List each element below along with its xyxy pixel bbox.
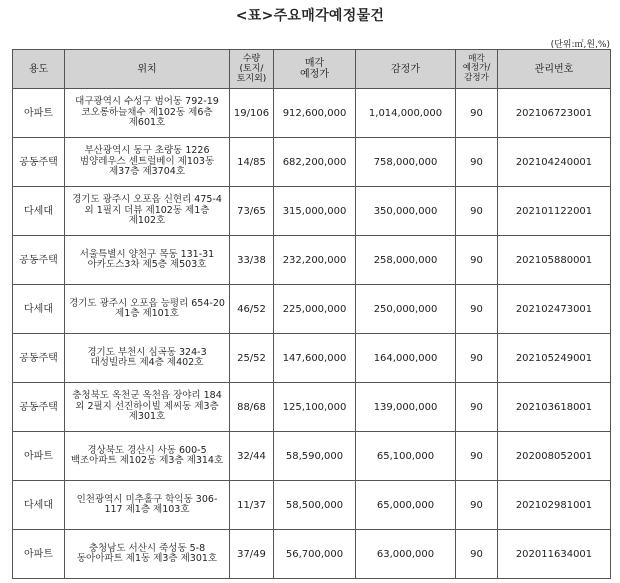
cell-mgmt-no: 202101122001 xyxy=(498,187,611,236)
table-row xyxy=(13,334,611,383)
cell-area: 32/44 xyxy=(230,432,274,481)
cell-ratio: 90 xyxy=(456,236,498,285)
cell-location: 충청북도 옥천군 옥천읍 장야리 184 외 2필지 선진하이빌 제씨동 제3층 제301호 xyxy=(65,383,230,432)
cell-mgmt-no: 202008052001 xyxy=(498,432,611,481)
cell-location: 경기도 광주시 오포읍 신현리 475-4 외 1필지 더뷰 제102동 제1층 제102호 xyxy=(65,187,230,236)
cell-type: 아파트 xyxy=(13,89,65,138)
cell-type: 다세대 xyxy=(13,481,65,530)
cell-sale-price: 58,500,000 xyxy=(274,481,356,530)
cell-type: 다세대 xyxy=(13,187,65,236)
cell-type: 아파트 xyxy=(13,530,65,579)
header-ratio: 매각 예정가/ 감정가 xyxy=(456,50,498,89)
cell-appraisal: 139,000,000 xyxy=(356,383,456,432)
header-row xyxy=(13,50,611,89)
cell-location: 인천광역시 미추홀구 학익동 306-117 제1층 제103호 xyxy=(65,481,230,530)
header-sale-price: 매각 예정가 xyxy=(274,50,356,89)
table-row xyxy=(13,89,611,138)
cell-sale-price: 682,200,000 xyxy=(274,138,356,187)
property-table xyxy=(12,49,611,579)
cell-type: 공동주택 xyxy=(13,334,65,383)
cell-sale-price: 56,700,000 xyxy=(274,530,356,579)
header-type: 용도 xyxy=(13,50,65,89)
cell-appraisal: 250,000,000 xyxy=(356,285,456,334)
cell-ratio: 90 xyxy=(456,138,498,187)
cell-ratio: 90 xyxy=(456,187,498,236)
cell-area: 19/106 xyxy=(230,89,274,138)
cell-type: 공동주택 xyxy=(13,383,65,432)
cell-ratio: 90 xyxy=(456,285,498,334)
table-row xyxy=(13,481,611,530)
cell-sale-price: 147,600,000 xyxy=(274,334,356,383)
table-row xyxy=(13,383,611,432)
cell-appraisal: 65,000,000 xyxy=(356,481,456,530)
cell-ratio: 90 xyxy=(456,383,498,432)
cell-area: 73/65 xyxy=(230,187,274,236)
cell-mgmt-no: 202105249001 xyxy=(498,334,611,383)
cell-type: 공동주택 xyxy=(13,138,65,187)
page-title: <표>주요매각예정물건 xyxy=(235,8,385,24)
table-row xyxy=(13,138,611,187)
cell-mgmt-no: 202103618001 xyxy=(498,383,611,432)
cell-appraisal: 350,000,000 xyxy=(356,187,456,236)
cell-appraisal: 258,000,000 xyxy=(356,236,456,285)
cell-location: 경기도 부천시 심곡동 324-3 대성빌라트 제4층 제402호 xyxy=(65,334,230,383)
cell-sale-price: 912,600,000 xyxy=(274,89,356,138)
cell-appraisal: 1,014,000,000 xyxy=(356,89,456,138)
header-mgmt-no: 관리번호 xyxy=(498,50,611,89)
cell-type: 다세대 xyxy=(13,285,65,334)
cell-area: 37/49 xyxy=(230,530,274,579)
cell-sale-price: 232,200,000 xyxy=(274,236,356,285)
table-row xyxy=(13,285,611,334)
cell-type: 공동주택 xyxy=(13,236,65,285)
cell-ratio: 90 xyxy=(456,89,498,138)
cell-sale-price: 315,000,000 xyxy=(274,187,356,236)
cell-location: 서울특별시 양천구 목동 131-31 아카도스3차 제5층 제503호 xyxy=(65,236,230,285)
cell-appraisal: 164,000,000 xyxy=(356,334,456,383)
table-row xyxy=(13,432,611,481)
cell-area: 14/85 xyxy=(230,138,274,187)
cell-appraisal: 758,000,000 xyxy=(356,138,456,187)
table-row xyxy=(13,236,611,285)
cell-location: 경기도 광주시 오포읍 능평리 654-20 제1층 제101호 xyxy=(65,285,230,334)
cell-sale-price: 125,100,000 xyxy=(274,383,356,432)
header-area: 수량 (토지/ 토지외) xyxy=(230,50,274,89)
cell-ratio: 90 xyxy=(456,530,498,579)
cell-mgmt-no: 202102981001 xyxy=(498,481,611,530)
cell-sale-price: 58,590,000 xyxy=(274,432,356,481)
cell-mgmt-no: 202105880001 xyxy=(498,236,611,285)
cell-location: 대구광역시 수성구 범어동 792-19 코오롱하늘채수 제102동 제6층 제601호 xyxy=(65,89,230,138)
header-appraisal: 감정가 xyxy=(356,50,456,89)
cell-sale-price: 225,000,000 xyxy=(274,285,356,334)
cell-appraisal: 63,000,000 xyxy=(356,530,456,579)
cell-type: 아파트 xyxy=(13,432,65,481)
cell-mgmt-no: 202011634001 xyxy=(498,530,611,579)
cell-ratio: 90 xyxy=(456,334,498,383)
cell-mgmt-no: 202106723001 xyxy=(498,89,611,138)
table-row xyxy=(13,530,611,579)
cell-area: 11/37 xyxy=(230,481,274,530)
cell-area: 88/68 xyxy=(230,383,274,432)
cell-location: 경상북도 경산시 사동 600-5 백조아파트 제102동 제3층 제314호 xyxy=(65,432,230,481)
cell-mgmt-no: 202102473001 xyxy=(498,285,611,334)
cell-ratio: 90 xyxy=(456,432,498,481)
cell-area: 25/52 xyxy=(230,334,274,383)
table-row xyxy=(13,187,611,236)
cell-appraisal: 65,100,000 xyxy=(356,432,456,481)
unit-note: (단위:㎡,원,%) xyxy=(550,40,610,50)
cell-location: 부산광역시 동구 초량동 1226 범양레우스 센트럴베이 제103동 제37층 제3704호 xyxy=(65,138,230,187)
cell-area: 33/38 xyxy=(230,236,274,285)
cell-location: 충청남도 서산시 죽성동 5-8 동아아파트 제1동 제3층 제301호 xyxy=(65,530,230,579)
header-location: 위치 xyxy=(65,50,230,89)
cell-mgmt-no: 202104240001 xyxy=(498,138,611,187)
cell-area: 46/52 xyxy=(230,285,274,334)
cell-ratio: 90 xyxy=(456,481,498,530)
